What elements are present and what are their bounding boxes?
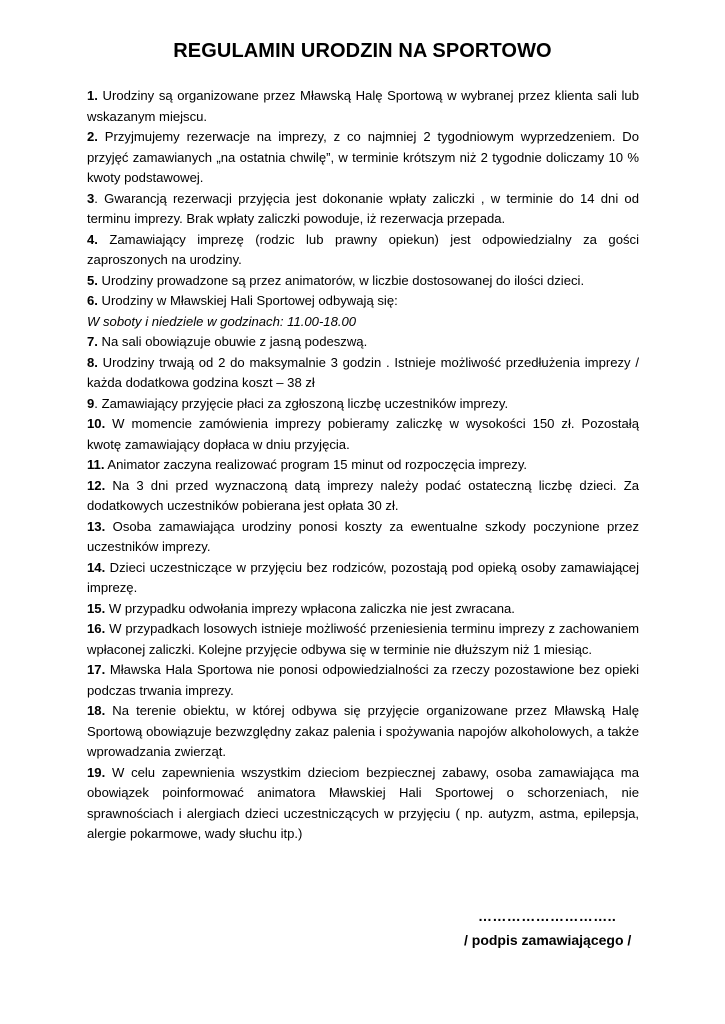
rule-number: 2.: [87, 129, 98, 144]
rule-number: 7.: [87, 334, 98, 349]
rule-number: 3: [87, 190, 95, 206]
rule-number: 14.: [87, 559, 106, 575]
rule-number: 9: [87, 395, 95, 411]
rule-item: [87, 353, 639, 394]
rule-item: [87, 394, 639, 415]
rule-item: [87, 271, 639, 292]
rule-number: 12.: [87, 477, 106, 493]
rule-number: 19.: [87, 764, 106, 780]
rule-text: Urodziny prowadzone są przez animatorów, w liczbie dostosowanej do ilości dzieci.: [97, 272, 585, 288]
rule-number: 5.: [87, 272, 98, 288]
rule-item: [87, 414, 639, 455]
rule-number: 18.: [87, 703, 106, 718]
rule-item: [87, 476, 639, 517]
rule-item: [87, 558, 639, 599]
rule-item: [87, 86, 639, 127]
rule-text: Urodziny w Mławskiej Hali Sportowej odbywają się:: [97, 293, 398, 308]
rule-item: [87, 332, 639, 353]
rule-text: W momencie zamówienia imprezy pobieramy zaliczkę w wysokości 150 zł. Pozostałą kwotę zamawiający dopłaca w dniu przyjęcia.: [87, 416, 639, 452]
rule-text: Osoba zamawiająca urodziny ponosi koszty za ewentualne szkody poczynione przez uczestników imprezy.: [87, 518, 639, 554]
rule-text: Animator zaczyna realizować program 15 minut od rozpoczęcia imprezy.: [104, 457, 528, 472]
rule-number: 11.: [87, 457, 105, 472]
rule-item: [87, 599, 639, 620]
rule-number: 16.: [87, 621, 106, 636]
rule-text: Na sali obowiązuje obuwie z jasną podeszwą.: [97, 334, 368, 349]
rule-number: 15.: [87, 600, 106, 616]
rule-number: 10.: [87, 416, 106, 431]
document-title: REGULAMIN URODZIN NA SPORTOWO: [173, 40, 552, 62]
rule-text: Na terenie obiektu, w której odbywa się przyjęcie organizowane przez Mławską Halę Sportową obowiązuje bezwzględny zakaz palenia i spożywania napojów alkoholowych, a także wprowadzania zwierząt.: [87, 703, 639, 759]
rule-text: W celu zapewnienia wszystkim dzieciom bezpiecznej zabawy, osoba zamawiająca ma obowiązek poinformować animatora Mławskiej Hali Sportowej o schorzeniach, nie sprawnościach i alergiach dzieci uczestniczących w przyjęciu ( np. autyzm, astma, epilepsja, alergie pokarmowe, wady słuchu itp.): [87, 764, 639, 841]
rule-text: W przypadku odwołania imprezy wpłacona zaliczka nie jest zwracana.: [105, 600, 515, 616]
rule-item: [87, 312, 639, 333]
rules-list: [87, 86, 639, 845]
rule-item: [87, 619, 639, 660]
rule-text: Dzieci uczestniczące w przyjęciu bez rodziców, pozostają pod opieką osoby zamawiającej imprezę.: [87, 559, 639, 595]
rule-item: [87, 660, 639, 701]
rule-number: 17.: [87, 662, 106, 677]
signature-label: / podpis zamawiającego /: [464, 932, 632, 948]
rule-item: [87, 455, 639, 476]
rule-item: [87, 230, 639, 271]
rule-text: Mławska Hala Sportowa nie ponosi odpowiedzialności za rzeczy pozostawione bez opieki podczas trwania imprezy.: [87, 662, 639, 698]
rule-text: Zamawiający imprezę (rodzic lub prawny opiekun) jest odpowiedzialny za gości zaproszonych na urodziny.: [87, 231, 639, 267]
rule-item: [87, 701, 639, 763]
rule-number: 13.: [87, 518, 106, 534]
rule-item: [87, 517, 639, 558]
rule-number: 4.: [87, 231, 98, 247]
rule-item: [87, 763, 639, 845]
rule-text: Na 3 dni przed wyznaczoną datą imprezy należy podać ostateczną liczbę dzieci. Za dodatkowych uczestników pobierana jest opłata 30 zł.: [87, 477, 639, 513]
rule-text: Przyjmujemy rezerwacje na imprezy, z co najmniej 2 tygodniowym wyprzedzeniem. Do przyjęć zamawianych „na ostatnia chwilę”, w terminie krótszym niż 2 tygodnie doliczamy 10 % kwoty podstawowej.: [87, 129, 639, 185]
rule-text: W przypadkach losowych istnieje możliwość przeniesienia terminu imprezy z zachowaniem wpłaconej zaliczki. Kolejne przyjęcie odbywa się w terminie nie dłuższym niż 1 miesiąc.: [87, 621, 639, 657]
signature-line: ………………………..: [478, 908, 617, 924]
rule-text: . Zamawiający przyjęcie płaci za zgłoszoną liczbę uczestników imprezy.: [94, 395, 509, 411]
rule-text: . Gwarancją rezerwacji przyjęcia jest dokonanie wpłaty zaliczki , w terminie do 14 dni od terminu imprezy. Brak wpłaty zaliczki powoduje, iż rezerwacja przepada.: [87, 190, 639, 226]
rule-item: [87, 189, 639, 230]
rule-text: Urodziny są organizowane przez Mławską Halę Sportową w wybranej przez klienta sali lub wskazanym miejscu.: [87, 88, 639, 124]
rule-number: 8.: [87, 354, 98, 370]
rule-number: 1.: [87, 88, 98, 103]
rule-item: [87, 127, 639, 189]
rule-number: 6.: [87, 293, 98, 308]
rule-text: Urodziny trwają od 2 do maksymalnie 3 godzin . Istnieje możliwość przedłużenia imprezy / każda dodatkowa godzina koszt – 38 zł: [87, 354, 639, 390]
rule-item: [87, 291, 639, 312]
rule-text: W soboty i niedziele w godzinach: 11.00-18.00: [87, 313, 357, 329]
